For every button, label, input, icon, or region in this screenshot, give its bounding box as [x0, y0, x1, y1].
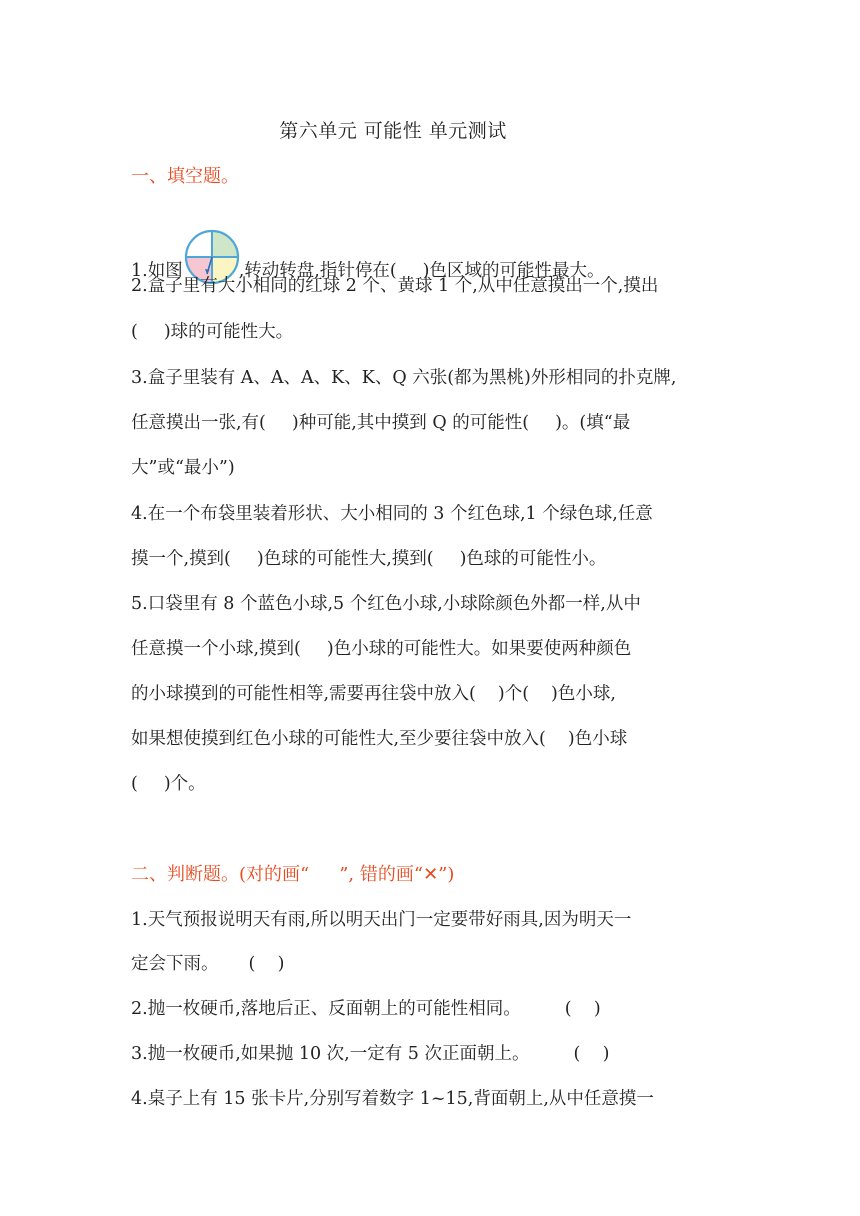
question-5-line-1: 5.口袋里有 8 个蓝色小球,5 个红色小球,小球除颜色外都一样,从中 — [131, 594, 641, 614]
question-5-line-4: 如果想使摸到红色小球的可能性大,至少要往袋中放入( )色小球 — [131, 729, 628, 749]
judgment-4-line-1: 4.桌子上有 15 张卡片,分别写着数字 1~15,背面朝上,从中任意摸一 — [131, 1089, 654, 1109]
question-3-line-3: 大”或“最小”) — [131, 458, 235, 478]
answer-parentheses: ( ) — [573, 1044, 610, 1064]
judgment-1-line-2: 定会下雨。 ( ) — [131, 954, 285, 974]
question-5-line-5: ( )个。 — [131, 774, 206, 794]
section-heading-true-false: 二、判断题。(对的画“ ”, 错的画“✕”) — [131, 864, 455, 885]
question-3-line-1: 3.盒子里装有 A、A、A、K、K、Q 六张(都为黑桃)外形相同的扑克牌, — [131, 368, 677, 388]
answer-parentheses: ( ) — [248, 954, 285, 974]
question-4-line-1: 4.在一个布袋里装着形状、大小相同的 3 个红色球,1 个绿色球,任意 — [131, 504, 653, 524]
section-heading-fill-in: 一、填空题。 — [131, 166, 239, 187]
judgment-2: 2.抛一枚硬币,落地后正、反面朝上的可能性相同。 ( ) — [131, 999, 601, 1019]
question-5-line-3: 的小球摸到的可能性相等,需要再往袋中放入( )个( )色小球, — [131, 684, 616, 704]
question-4-line-2: 摸一个,摸到( )色球的可能性大,摸到( )色球的可能性小。 — [131, 549, 607, 569]
answer-parentheses: ( ) — [564, 999, 601, 1019]
question-2-line-1: 2.盒子里有大小相同的红球 2 个、黄球 1 个,从中任意摸出一个,摸出 — [131, 276, 659, 296]
judgment-3: 3.抛一枚硬币,如果抛 10 次,一定有 5 次正面朝上。 ( ) — [131, 1044, 610, 1064]
question-3-line-2: 任意摸出一张,有( )种可能,其中摸到 Q 的可能性( )。(填“最 — [131, 413, 631, 433]
question-5-line-2: 任意摸一个小球,摸到( )色小球的可能性大。如果要使两种颜色 — [131, 639, 632, 659]
judgment-1-line-1: 1.天气预报说明天有雨,所以明天出门一定要带好雨具,因为明天一 — [131, 910, 632, 930]
question-2-line-2: ( )球的可能性大。 — [131, 322, 294, 342]
question-1: 1.如图 ,转动转盘,指针停在( )色区域的可能性最大。 — [131, 228, 604, 286]
page-title: 第六单元 可能性 单元测试 — [279, 120, 507, 142]
